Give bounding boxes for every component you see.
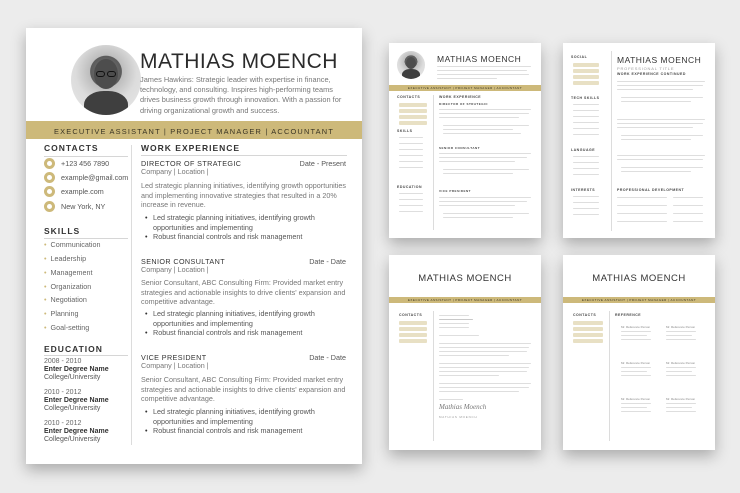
text-line: [573, 321, 603, 325]
education-school: College/University: [44, 405, 101, 412]
skill-item: • Management: [44, 268, 92, 277]
education-heading: EDUCATION: [44, 344, 103, 354]
text-line: [443, 213, 529, 214]
text-line: [439, 363, 531, 364]
education-years: 2010 - 2012: [44, 420, 82, 427]
text-line: [439, 387, 529, 388]
text-line: [621, 367, 651, 368]
job-company: Company | Location |: [141, 265, 209, 274]
text-line: [617, 89, 693, 90]
text-line: [617, 81, 705, 82]
text-line: [573, 156, 599, 157]
text-line: [439, 197, 531, 198]
text-line: [399, 109, 427, 113]
job-description: Senior Consultant, ABC Consulting Firm: Provided market entry strategies and actionable insights to drive clients' expansion and competitive advantage.: [141, 375, 346, 404]
text-line: [617, 85, 703, 86]
text-line: [437, 78, 497, 79]
skills-heading: SKILLS: [44, 226, 81, 236]
email-icon: [44, 172, 55, 183]
text-line: [443, 125, 529, 126]
contact-location-text: New York, NY: [61, 202, 106, 211]
text-line: [573, 69, 599, 73]
thumb-band: EXECUTIVE ASSISTANT | PROJECT MANAGER | ACCOUNTANT: [563, 297, 715, 303]
title-band: [26, 121, 362, 139]
text-line: [666, 407, 692, 408]
text-line: [439, 161, 515, 162]
resume-name: MATHIAS MOENCH: [140, 50, 338, 73]
text-line: [621, 407, 647, 408]
thumb-heading: LANGUAGE: [571, 148, 596, 152]
thumb-name: MATHIAS MOENCH: [617, 55, 702, 65]
text-line: [439, 117, 519, 118]
text-line: [573, 214, 599, 215]
job-description: Senior Consultant, ABC Consulting Firm: Provided market entry strategies and actionable insights to drive clients' expansion and competitive advantage.: [141, 278, 346, 307]
text-line: [673, 213, 703, 214]
text-line: [621, 411, 651, 412]
education-degree: Enter Degree Name: [44, 366, 109, 373]
education-years: 2008 - 2010: [44, 358, 82, 365]
text-line: [439, 399, 463, 400]
text-line: [621, 97, 703, 98]
contact-website[interactable]: [44, 186, 104, 197]
skill-item: • Negotiation: [44, 295, 87, 304]
text-line: [621, 371, 647, 372]
text-line: [621, 135, 703, 136]
text-line: [399, 193, 423, 194]
text-line: [666, 375, 696, 376]
text-line: [443, 129, 513, 130]
job-company: Company | Location |: [141, 361, 209, 370]
text-line: [621, 139, 691, 140]
text-line: [439, 335, 479, 336]
phone-icon: [44, 158, 55, 169]
text-line: [673, 221, 703, 222]
thumb-heading: CONTACTS: [399, 313, 423, 317]
reference-name: Mr. Reference Person: [621, 361, 651, 365]
text-line: [399, 155, 423, 156]
text-line: [399, 149, 423, 150]
text-line: [666, 367, 696, 368]
skill-item: • Organization: [44, 282, 91, 291]
text-line: [617, 205, 667, 206]
text-line: [439, 371, 527, 372]
reference-name: Mr. Reference Person: [621, 397, 651, 401]
thumb-heading: CONTACTS: [397, 95, 421, 99]
text-line: [399, 333, 427, 337]
text-line: [443, 133, 521, 134]
reference-name: Mr. Reference Person: [666, 361, 696, 365]
text-line: [399, 143, 423, 144]
text-line: [573, 162, 599, 163]
text-line: [399, 137, 423, 138]
job-bullet: • Led strategic planning initiatives, identifying growth opportunities and implementing: [153, 407, 338, 426]
text-line: [399, 161, 423, 162]
title-band-text: EXECUTIVE ASSISTANT | PROJECT MANAGER | ACCOUNTANT: [53, 127, 335, 136]
text-line: [437, 70, 527, 71]
reference-name: Mr. Reference Person: [666, 325, 696, 329]
job-bullet: • Led strategic planning initiatives, identifying growth opportunities and implementing: [153, 213, 338, 232]
thumbnail-resume-page-2[interactable]: [563, 43, 715, 238]
text-line: [673, 205, 703, 206]
profile-photo: [397, 51, 425, 79]
job-title: VICE PRESIDENT: [141, 353, 207, 362]
thumb-heading: CONTACTS: [573, 313, 597, 317]
job-bullet: • Robust financial controls and risk management: [153, 328, 343, 337]
text-line: [439, 315, 469, 316]
resume-bio: James Hawkins: Strategic leader with expertise in finance, technology, and consulting. Inspires high-performing teams drives business growth through innovation. With a passion for driving organizational growth and success.: [140, 75, 342, 115]
text-line: [443, 173, 513, 174]
text-line: [439, 201, 527, 202]
education-school: College/University: [44, 374, 101, 381]
text-line: [573, 327, 603, 331]
text-line: [437, 66, 531, 67]
skill-item: • Communication: [44, 240, 100, 249]
text-line: [666, 403, 696, 404]
text-line: [439, 319, 473, 320]
education-degree: Enter Degree Name: [44, 428, 109, 435]
thumb-heading: WORK EXPERIENCE CONTINUED: [617, 72, 686, 76]
text-line: [439, 383, 531, 384]
thumbnail-cover-letter[interactable]: [389, 255, 541, 450]
column-divider: [433, 311, 434, 441]
education-years: 2010 - 2012: [44, 389, 82, 396]
text-line: [573, 122, 599, 123]
column-divider: [609, 311, 610, 441]
thumb-heading: INTERESTS: [571, 188, 596, 192]
job-date: Date - Date: [309, 353, 346, 362]
text-line: [573, 208, 599, 209]
text-line: [617, 197, 667, 198]
text-line: [573, 110, 599, 111]
thumb-heading: REFERENCE: [615, 313, 642, 317]
experience-heading: WORK EXPERIENCE: [141, 143, 241, 153]
text-line: [621, 101, 691, 102]
text-line: [573, 75, 599, 79]
text-line: [443, 217, 513, 218]
divider: [44, 156, 128, 157]
text-line: [621, 331, 651, 332]
text-line: [666, 371, 692, 372]
text-line: [439, 367, 529, 368]
thumb-heading: TECH SKILLS: [571, 96, 600, 100]
text-line: [399, 121, 427, 125]
contact-location: [44, 201, 105, 212]
text-line: [399, 327, 427, 331]
text-line: [399, 339, 427, 343]
text-line: [439, 205, 515, 206]
text-line: [617, 127, 693, 128]
contact-email[interactable]: [44, 172, 128, 183]
thumbnail-references[interactable]: [563, 255, 715, 450]
text-line: [617, 119, 705, 120]
text-line: [573, 104, 599, 105]
thumb-job: VICE PRESIDENT: [439, 189, 472, 193]
job-title: DIRECTOR OF STRATEGIC: [141, 159, 242, 168]
job-date: Date - Date: [309, 257, 346, 266]
contact-phone: [44, 158, 109, 169]
text-line: [399, 103, 427, 107]
text-line: [439, 157, 527, 158]
text-line: [399, 167, 423, 168]
job-bullet: • Robust financial controls and risk management: [153, 232, 343, 241]
text-line: [666, 335, 692, 336]
thumb-job: DIRECTOR OF STRATEGIC: [439, 102, 489, 106]
text-line: [617, 155, 705, 156]
job-bullet: • Led strategic planning initiatives, identifying growth opportunities and implementing: [153, 309, 338, 328]
text-line: [621, 335, 647, 336]
thumb-heading: SOCIAL: [571, 55, 588, 59]
thumb-name: MATHIAS MOENCH: [418, 273, 512, 284]
education-degree: Enter Degree Name: [44, 397, 109, 404]
contact-website-text[interactable]: example.com: [61, 187, 104, 196]
text-line: [439, 343, 531, 344]
contact-email-text[interactable]: example@gmail.com: [61, 173, 129, 182]
skill-item: • Planning: [44, 309, 79, 318]
text-line: [573, 128, 599, 129]
text-line: [573, 202, 599, 203]
globe-icon: [44, 186, 55, 197]
thumbnail-resume[interactable]: [389, 43, 541, 238]
text-line: [621, 339, 651, 340]
text-line: [439, 391, 519, 392]
text-line: [439, 109, 531, 110]
text-line: [439, 327, 469, 328]
text-line: [439, 153, 531, 154]
column-divider: [131, 145, 132, 445]
thumb-band: EXECUTIVE ASSISTANT | PROJECT MANAGER | ACCOUNTANT: [389, 85, 541, 91]
thumb-heading: EDUCATION: [397, 185, 423, 189]
job-date: Date - Present: [299, 159, 346, 168]
text-line: [573, 333, 603, 337]
text-line: [399, 205, 423, 206]
thumb-heading: WORK EXPERIENCE: [439, 95, 482, 99]
thumb-band: EXECUTIVE ASSISTANT | PROJECT MANAGER | ACCOUNTANT: [389, 297, 541, 303]
text-line: [617, 213, 667, 214]
thumb-name: MATHIAS MOENCH: [437, 54, 522, 64]
divider: [44, 238, 128, 239]
text-line: [399, 321, 427, 325]
skill-item: • Goal-setting: [44, 323, 89, 332]
text-line: [617, 221, 667, 222]
contact-phone-text: +123 456 7890: [61, 159, 110, 168]
text-line: [439, 351, 527, 352]
thumb-heading: PROFESSIONAL DEVELOPMENT: [617, 188, 685, 192]
text-line: [573, 339, 603, 343]
text-line: [673, 197, 703, 198]
job-bullet: • Robust financial controls and risk management: [153, 426, 343, 435]
text-line: [439, 347, 529, 348]
text-line: [399, 211, 423, 212]
text-line: [573, 63, 599, 67]
text-line: [439, 113, 529, 114]
column-divider: [433, 95, 434, 230]
text-line: [439, 355, 509, 356]
resume-page: [26, 28, 362, 464]
skill-item: • Leadership: [44, 254, 86, 263]
reference-name: Mr. Reference Person: [621, 325, 651, 329]
text-line: [666, 331, 696, 332]
text-line: [621, 375, 651, 376]
text-line: [573, 168, 599, 169]
text-line: [666, 339, 696, 340]
job-description: Led strategic planning initiatives, identifying growth opportunities and implementing innovative strategies that resulted in a 20% increase in revenue.: [141, 181, 346, 210]
text-line: [573, 116, 599, 117]
text-line: [621, 403, 651, 404]
text-line: [439, 375, 499, 376]
location-icon: [44, 201, 55, 212]
thumb-job: SENIOR CONSULTANT: [439, 146, 481, 150]
profile-photo: [71, 45, 141, 115]
job-company: Company | Location |: [141, 167, 209, 176]
signature: Mathias Moench: [439, 403, 487, 411]
text-line: [439, 323, 469, 324]
text-line: [573, 134, 599, 135]
thumb-signer: MATHIAS MOENCH: [439, 415, 478, 419]
text-line: [399, 199, 423, 200]
divider: [44, 355, 128, 356]
text-line: [573, 174, 599, 175]
thumb-name: MATHIAS MOENCH: [592, 273, 686, 284]
reference-name: Mr. Reference Person: [666, 397, 696, 401]
thumb-subtitle: PROFESSIONAL TITLE: [617, 66, 675, 71]
text-line: [666, 411, 696, 412]
column-divider: [611, 51, 612, 231]
text-line: [573, 196, 599, 197]
divider: [141, 155, 347, 156]
text-line: [443, 169, 529, 170]
text-line: [437, 74, 529, 75]
contacts-heading: CONTACTS: [44, 143, 99, 153]
text-line: [399, 115, 427, 119]
text-line: [617, 123, 703, 124]
text-line: [573, 81, 599, 85]
text-line: [621, 171, 691, 172]
text-line: [617, 159, 703, 160]
education-school: College/University: [44, 436, 101, 443]
text-line: [621, 167, 703, 168]
thumb-heading: SKILLS: [397, 129, 413, 133]
job-title: SENIOR CONSULTANT: [141, 257, 226, 266]
